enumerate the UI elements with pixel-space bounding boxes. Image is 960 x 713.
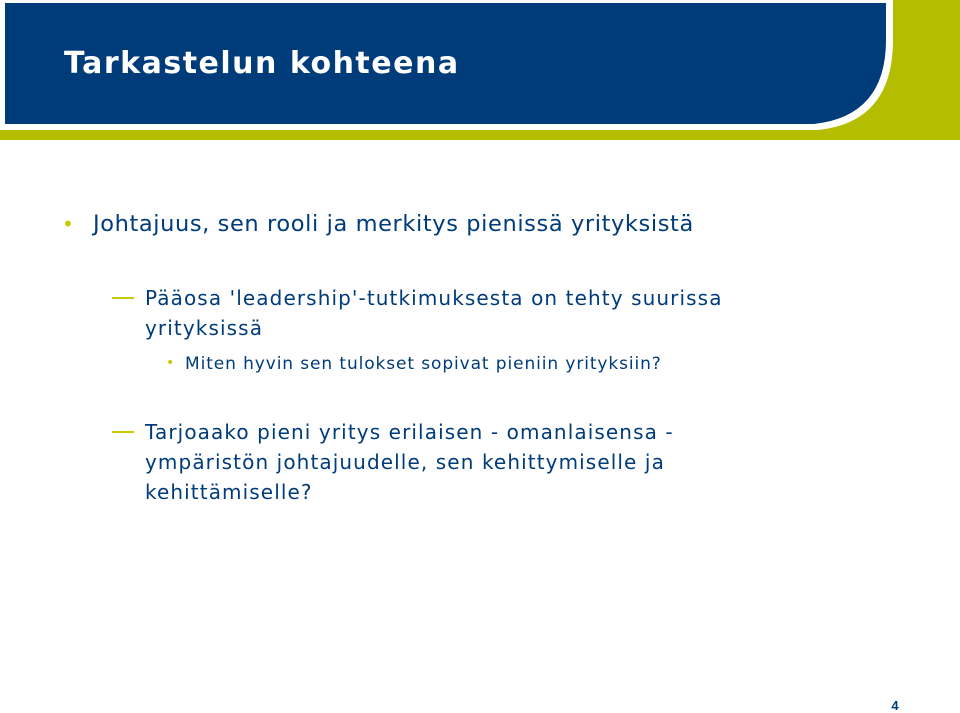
bullet-text: Johtajuus, sen rooli ja merkitys pienissä yrityksistä: [93, 211, 694, 237]
page-number: 4: [891, 698, 899, 713]
subbullet-text: Miten hyvin sen tulokset sopivat pieniin yrityksiin?: [185, 354, 662, 374]
slide-title: Tarkastelun kohteena: [64, 46, 460, 81]
subbullet-text: Tarjoaako pieni yritys erilaisen - omanlaisensa - ympäristön johtajuudelle, sen kehittymiselle ja kehittämiselle?: [145, 420, 674, 504]
dash-icon: [112, 297, 134, 299]
bullet-dot-icon: •: [62, 212, 75, 236]
dash-icon: [112, 431, 134, 433]
bullet-dot-icon: •: [166, 355, 176, 371]
subbullet-text: Pääosa 'leadership'-tutkimuksesta on tehty suurissa yrityksissä: [145, 286, 723, 340]
